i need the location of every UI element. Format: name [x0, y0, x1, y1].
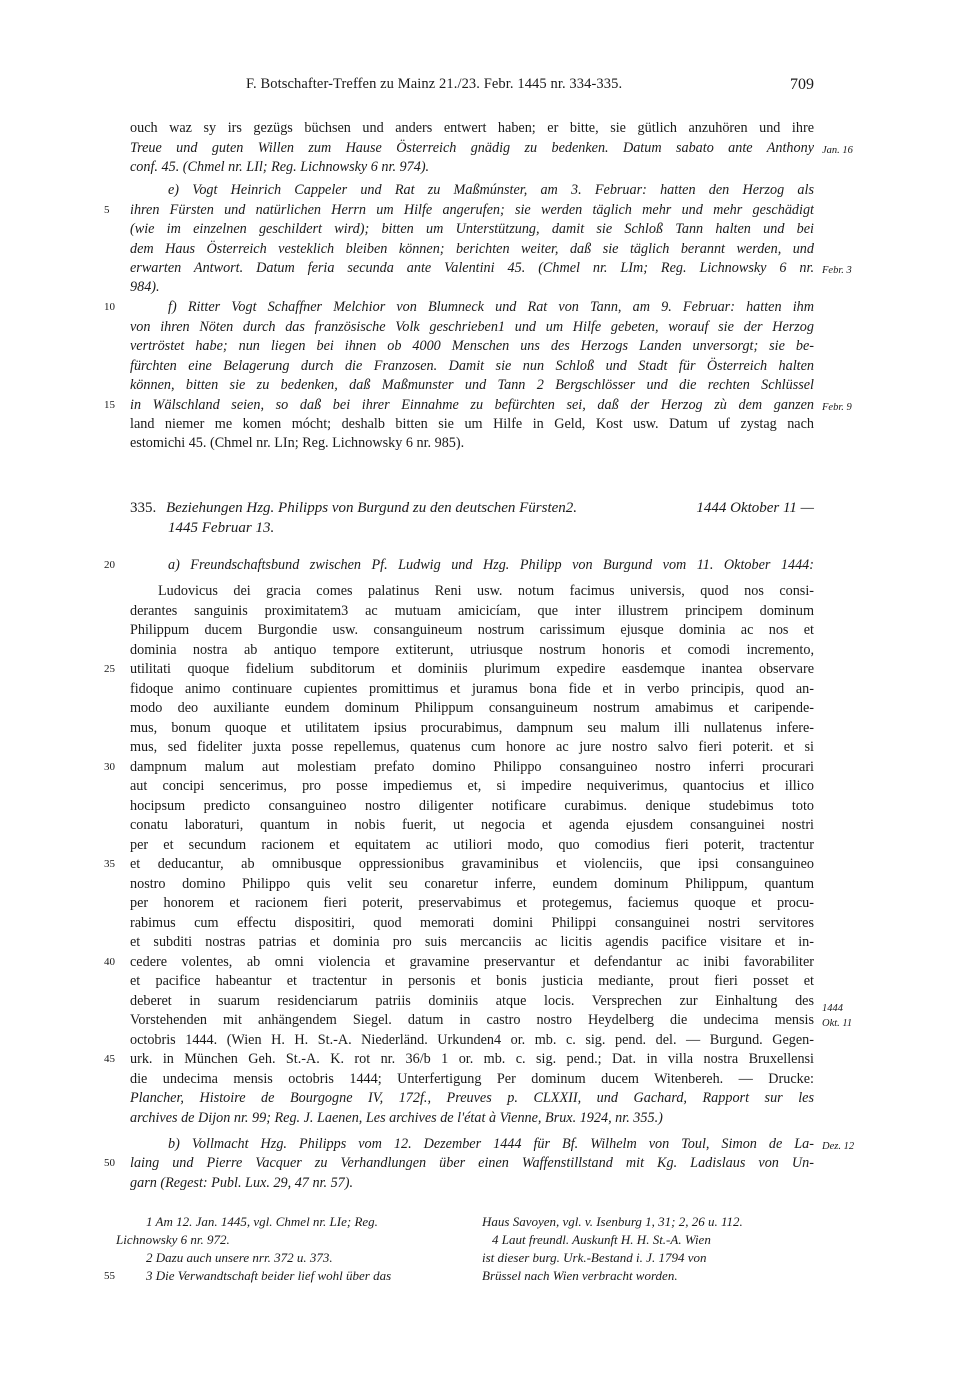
section-date-end: 1445 Februar 13.	[168, 520, 275, 536]
latin-line: cedere volentes, ab omni violencia et gravamine preservantur et defendantur ac inibi favorabiliter	[130, 954, 814, 970]
latin-line: Vorstehenden mit anhängendem Siegel. datum in castro nostro Heydelberg die undecima mensis	[130, 1012, 814, 1028]
body-line: f) Ritter Vogt Schaffner Melchior von Blumneck und Rat von Tann, am 9. Februar: hatten ihm	[168, 299, 814, 315]
line-number: 10	[104, 301, 115, 313]
latin-line: dampnum malum aut molestiam prefato domino Philippo consanguineo nostro inferri procurari	[130, 759, 814, 775]
line-number: 35	[104, 858, 115, 870]
latin-line: et pacifice habeantur et tractentur in personis et bonis justicia mediante, prout fieri posset et	[130, 973, 814, 989]
margin-date-note: 1444	[822, 1003, 843, 1014]
footnote-line: 3 Die Verwandtschaft beider lief wohl über das	[146, 1268, 392, 1283]
line-number: 55	[104, 1270, 115, 1282]
latin-line: et deducantur, ab omnibusque oppressionibus gravaminibus et violenciis, que ipsi consanguineo	[130, 856, 814, 872]
margin-date-note: Febr. 9	[822, 402, 852, 413]
line-number: 30	[104, 761, 115, 773]
latin-line: et subditi nostras patrias et dominia pro suis mercanciis ac licitis agendis pacifice visitare et in-	[130, 934, 814, 950]
subsection-heading: a) Freundschaftsbund zwischen Pf. Ludwig und Hzg. Philipp von Burgund vom 11. Oktober 1444:	[168, 557, 814, 573]
latin-line: conatu laboraturi, quantum in nobis fuerit, ut negocia et agenda ejusdem consanguinei nostri	[130, 817, 814, 833]
line-number: 25	[104, 663, 115, 675]
body-line: von ihren Nöten durch das französische Volk geschrieben1 und um Hilfe gebeten, worauf sie der Herzog	[130, 319, 814, 335]
latin-line: Ludovicus dei gracia comes palatinus Reni usw. notum facimus universis, quod nos consi-	[158, 583, 814, 599]
footnote-line: 2 Dazu auch unsere nrr. 372 u. 373.	[146, 1250, 333, 1265]
section-date: 1444 Oktober 11 —	[696, 500, 814, 516]
body-line: conf. 45. (Chmel nr. LIl; Reg. Lichnowsky 6 nr. 974).	[130, 159, 430, 175]
latin-line: octobris 1444. (Wien H. H. St.-A. Niederländ. Urkunden4 or. mb. c. sig. pend. del. — Burgund. Gegen-	[130, 1032, 814, 1048]
body-line: erwarten Antwort. Datum feria secunda ante Valentini 45. (Chmel nr. LIm; Reg. Lichnowsky 6 nr.	[130, 260, 814, 276]
section-title: Beziehungen Hzg. Philipps von Burgund zu den deutschen Fürsten2.	[166, 500, 578, 516]
latin-line: deberet in suarum residenciarum patriis dominiis atque locis. Versprechen zur Einhaltung des	[130, 993, 814, 1009]
latin-line: hocipsum predicto consanguineo nostro diligenter notificare curabimus. denique studebimus toto	[130, 798, 814, 814]
latin-line: dominia nostra ab antiquo tempore extiterunt, utriusque nostrum honoris et comodi incremento,	[130, 642, 814, 658]
footnote-line: Haus Savoyen, vgl. v. Isenburg 1, 31; 2, 26 u. 112.	[482, 1214, 743, 1229]
footnote-line: Brüssel nach Wien verbracht worden.	[482, 1268, 678, 1283]
latin-line: urk. in München Geh. St.-A. K. rot nr. 36/b 1 or. mb. c. sig. pend.; Dat. in villa nostra Bruxellensi	[130, 1051, 814, 1067]
running-header	[130, 76, 814, 100]
line-number: 45	[104, 1053, 115, 1065]
running-title: F. Botschafter-Treffen zu Mainz 21./23. Febr. 1445 nr. 334-335.	[246, 76, 623, 92]
latin-line: die undecima mensis octobris 1444; Unterfertigung Per dominum ducem Witenbereh. — Drucke:	[130, 1071, 814, 1087]
subsection-line: laing und Pierre Vacquer zu Verhandlungen über einen Waffenstillstand mit Kg. Ladislaus von Un-	[130, 1155, 814, 1171]
body-line: Treue und guten Willen zum Hause Österreich gnädig zu bedenken. Datum sabato ante Anthony	[130, 140, 814, 156]
latin-line: nostro domino Philippo quis velit seu conaretur inferre, eundem dominum Philippum, quantum	[130, 876, 814, 892]
latin-line: archives de Dijon nr. 99; Reg. J. Laenen, Les archives de l'état à Vienne, Brux. 1924, nr. 355.)	[130, 1110, 663, 1126]
body-line: ouch waz sy irs gezügs büchsen und anders entwert haben; er bitte, sie gütlich anzuhören und ihre	[130, 120, 814, 136]
line-number: 5	[104, 204, 110, 216]
latin-line: per honorem et racionem fieri poterit, preservabimus et protegemus, faciemus quoque et procu-	[130, 895, 814, 911]
body-line: vertröstet habe; nun liegen bei ihnen ob 4000 Menschen uns des Herzogs Landen unversorgt; sie be-	[130, 338, 814, 354]
margin-date-note: Febr. 3	[822, 265, 852, 276]
footnote-line: 4 Laut freundl. Auskunft H. H. St.-A. Wien	[492, 1232, 711, 1247]
latin-line: derantes sanguinis proximitatem3 ac mutuam amicicíam, que inter illustrem principem dominum	[130, 603, 814, 619]
latin-line: Plancher, Histoire de Bourgogne IV, 172f., Preuves p. CLXXII, und Gachard, Rapport sur les	[130, 1090, 814, 1106]
page-number: 709	[790, 76, 814, 93]
section-heading	[130, 498, 814, 519]
subsection-heading: b) Vollmacht Hzg. Philipps vom 12. Dezember 1444 für Bf. Wilhelm von Toul, Simon de La-	[168, 1136, 814, 1152]
body-line: dem Haus Österreich vesteklich bleiben können; berichten weiter, daß sie täglich berannt werden, und	[130, 241, 814, 257]
footnote-line: Lichnowsky 6 nr. 972.	[116, 1232, 230, 1247]
line-number: 15	[104, 399, 115, 411]
latin-line: aut concipi sencerimus, pro posse impediemus et, si impedire nequiverimus, quantocius et illico	[130, 778, 814, 794]
body-line: fürchten eine Belagerung durch die Franzosen. Damit sie nun Schloß und Stadt für Österreich halten	[130, 358, 814, 374]
line-number: 40	[104, 956, 115, 968]
margin-date-note: Dez. 12	[822, 1141, 855, 1152]
body-line: estomichi 45. (Chmel nr. LIn; Reg. Lichnowsky 6 nr. 985).	[130, 435, 465, 451]
line-number: 50	[104, 1157, 115, 1169]
latin-line: Philippum ducem Burgondie usw. consanguineum nostrum carissimum ejusque dominia ac nos et	[130, 622, 814, 638]
margin-date-note: Jan. 16	[822, 145, 853, 156]
section-number: 335.	[130, 500, 157, 516]
subsection-line: garn (Regest: Publ. Lux. 29, 47 nr. 57).	[130, 1175, 354, 1191]
body-line: können, bitten sie zu bedenken, daß Maßmunster und Tann 2 Bergschlösser und die rechten Schlüssel	[130, 377, 814, 393]
latin-line: modo deo auxiliante eundem dominum Philippum consanguineum nostrum amabimus et caripende-	[130, 700, 814, 716]
latin-line: mus, bonum quoque et utilitatem ipsius procurabimus, dampnum seu malum illi nullatenus infere-	[130, 720, 814, 736]
latin-line: rabimus cum effectu dispositiri, quod memorati domini Philippi consanguinei nostri servitores	[130, 915, 814, 931]
body-line: (wie im einzelnen geschildert wird); bitten um Unterstützung, damit sie Schloß Tann halten und bei	[130, 221, 814, 237]
footnote-line: 1 Am 12. Jan. 1445, vgl. Chmel nr. LIe; Reg.	[146, 1214, 378, 1229]
footnote-line: ist dieser burg. Urk.-Bestand i. J. 1794 von	[482, 1250, 707, 1265]
margin-date-note: Okt. 11	[822, 1018, 853, 1029]
latin-line: per et secundum racionem et equitatem ac utiliori modo, quo comodius fieri poterit, tractentur	[130, 837, 814, 853]
latin-line: mus, sed fideliter juxta posse repellemus, quatenus cum honore ac jure nostro salvo fieri poterit. et si	[130, 739, 814, 755]
latin-line: utilitati quoque fidelium subditorum et dominiis plurimum expedire easdemque inantea observare	[130, 661, 814, 677]
body-line: 984).	[130, 279, 160, 295]
body-line: ihren Fürsten und natürlichen Herrn um Hilfe angerufen; sie werden täglich mehr und mehr geschädigt	[130, 202, 814, 218]
line-number: 20	[104, 559, 115, 571]
latin-line: fidoque animo continuare cupientes promittimus et juramus bona fide et in verbo principis, quod an-	[130, 681, 814, 697]
body-line: e) Vogt Heinrich Cappeler und Rat zu Maßmúnster, am 3. Februar: hatten den Herzog als	[168, 182, 814, 198]
body-line: land niemer me komen mócht; deshalb bitten sie um Hilfe in Geld, Kost usw. Datum uf zystag nach	[130, 416, 814, 432]
body-line: in Wälschland seien, so daß bei ihrer Einnahme zu befürchten sei, daß der Herzog zù dem ganzen	[130, 397, 814, 413]
